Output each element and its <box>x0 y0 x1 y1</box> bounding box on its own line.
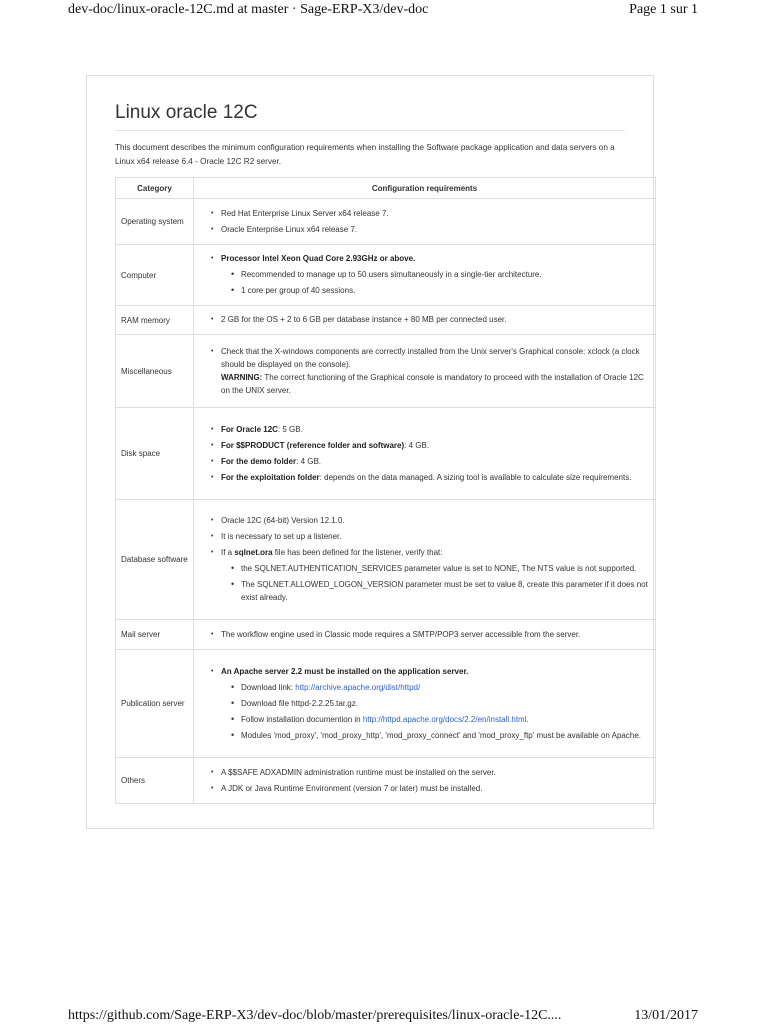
print-page-number: Page 1 sur 1 <box>629 2 698 17</box>
table-header-row <box>116 178 656 199</box>
list-item: • Oracle Enterprise Linux x64 release 7. <box>211 223 649 236</box>
table-row <box>116 199 656 245</box>
item-text: Download link: <box>241 682 296 692</box>
category-cell: Computer <box>116 245 194 306</box>
table-row <box>116 620 656 650</box>
table-row <box>116 408 656 500</box>
category-cell: Miscellaneous <box>116 335 194 408</box>
list-item <box>211 546 649 604</box>
item-text: : 5 GB. <box>277 424 303 434</box>
item-text: Follow installation documention in <box>241 714 363 724</box>
requirements-cell <box>194 245 656 306</box>
category-cell: RAM memory <box>116 306 194 335</box>
category-header: Category <box>116 178 194 199</box>
print-footer-url: https://github.com/Sage-ERP-X3/dev-doc/blob/master/prerequisites/linux-oracle-12C.... <box>68 1008 562 1023</box>
requirements-list <box>211 628 649 641</box>
requirements-header: Configuration requirements <box>194 178 656 199</box>
item-text: If a <box>221 548 235 557</box>
sub-list-item: • 1 core per group of 40 sessions. <box>231 284 649 297</box>
item-text: : depends on the data managed. A sizing tool is available to calculate size requirements. <box>319 472 632 482</box>
requirements-cell <box>194 306 656 335</box>
category-cell: Disk space <box>116 408 194 500</box>
list-item <box>211 345 649 397</box>
list-item: • A JDK or Java Runtime Environment (version 7 or later) must be installed. <box>211 782 649 795</box>
item-text: . <box>526 714 529 724</box>
bold-text: For Oracle 12C <box>221 424 278 434</box>
category-cell: Others <box>116 758 194 804</box>
requirements-list <box>211 766 649 795</box>
sub-list-item: • the SQLNET.AUTHENTICATION_SERVICES parameter value is set to NONE, The NTS value is not supported. <box>231 562 649 575</box>
requirements-cell <box>194 408 656 500</box>
list-item: • 2 GB for the OS + 2 to 6 GB per database instance + 80 MB per connected user. <box>211 313 649 326</box>
print-header <box>68 0 698 20</box>
sub-list-item <box>231 713 649 726</box>
bold-text: sqlnet.ora <box>234 548 273 557</box>
list-item <box>211 471 649 484</box>
requirements-list <box>211 665 649 742</box>
table-row <box>116 306 656 335</box>
table-row <box>116 758 656 804</box>
print-footer-date: 13/01/2017 <box>634 1008 698 1023</box>
category-cell: Mail server <box>116 620 194 650</box>
requirements-cell <box>194 199 656 245</box>
list-item: • It is necessary to set up a listener. <box>211 530 649 543</box>
document-intro: This document describes the minimum configuration requirements when installing the Software package application and data servers on a Linux x64 release 6.4 - Oracle 12C R2 server. <box>115 143 615 166</box>
requirements-list <box>211 423 649 484</box>
list-item <box>211 252 649 297</box>
requirements-list <box>211 207 649 236</box>
bold-text: An Apache server 2.2 must be installed on the application server. <box>221 666 469 676</box>
document-title: Linux oracle 12C <box>115 102 625 131</box>
table-row <box>116 650 656 758</box>
sub-list <box>221 268 649 297</box>
item-text: : 4 GB. <box>404 440 430 450</box>
table-row <box>116 245 656 306</box>
sub-list <box>221 562 649 604</box>
misc-text: Check that the X-windows components are correctly installed from the Unix server's Graphical console: xclock (a clock should be displayed on the console). <box>221 346 640 369</box>
requirements-list <box>211 514 649 604</box>
bold-text: For $$PRODUCT (reference folder and software) <box>221 440 405 450</box>
warning-text: The correct functioning of the Graphical console is mandatory to proceed with the installation of Oracle 12C on the UNIX server. <box>221 372 644 395</box>
list-item: • Red Hat Enterprise Linux Server x64 release 7. <box>211 207 649 220</box>
item-text: file has been defined for the listener, verify that: <box>272 548 443 557</box>
sub-list-item: • Recommended to manage up to 50 users simultaneously in a single-tier architecture. <box>231 268 649 281</box>
list-item: • Oracle 12C (64-bit) Version 12.1.0. <box>211 514 649 527</box>
apache-archive-link[interactable]: http://archive.apache.org/dist/httpd/ <box>295 682 421 692</box>
requirements-cell <box>194 500 656 620</box>
requirements-cell <box>194 620 656 650</box>
category-cell: Publication server <box>116 650 194 758</box>
requirements-list <box>211 345 649 397</box>
bold-text: Processor Intel Xeon Quad Core 2.93GHz or above. <box>221 254 416 263</box>
warning-label: WARNING: <box>221 372 263 382</box>
sub-list-item: • Modules 'mod_proxy', 'mod_proxy_http', 'mod_proxy_connect' and 'mod_proxy_ftp' must be available on Apache. <box>231 729 649 742</box>
requirements-cell <box>194 335 656 408</box>
list-item <box>211 665 649 742</box>
requirements-list <box>211 252 649 297</box>
category-cell: Database software <box>116 500 194 620</box>
document-card <box>86 75 654 829</box>
print-footer <box>68 1006 698 1026</box>
list-item: • The workflow engine used in Classic mode requires a SMTP/POP3 server accessible from the server. <box>211 628 649 641</box>
apache-install-doc-link[interactable]: http://httpd.apache.org/docs/2.2/en/install.html <box>362 714 527 724</box>
bold-text: For the demo folder <box>221 456 297 466</box>
sub-list <box>221 681 649 742</box>
requirements-cell <box>194 758 656 804</box>
requirements-cell <box>194 650 656 758</box>
bold-text: For the exploitation folder <box>221 472 320 482</box>
list-item <box>211 455 649 468</box>
list-item <box>211 423 649 436</box>
requirements-table <box>115 177 656 804</box>
sub-list-item: • Download file httpd-2.2.25.tar.gz. <box>231 697 649 710</box>
item-text: : 4 GB. <box>296 456 322 466</box>
category-cell: Operating system <box>116 199 194 245</box>
sub-list-item: • The SQLNET.ALLOWED_LOGON_VERSION parameter must be set to value 8, create this parameter if it does not exist already. <box>231 578 649 604</box>
table-row <box>116 500 656 620</box>
table-row <box>116 335 656 408</box>
list-item <box>211 439 649 452</box>
print-header-title: dev-doc/linux-oracle-12C.md at master · Sage-ERP-X3/dev-doc <box>68 2 429 17</box>
requirements-list <box>211 313 649 326</box>
sub-list-item <box>231 681 649 694</box>
list-item: • A $$SAFE ADXADMIN administration runtime must be installed on the server. <box>211 766 649 779</box>
